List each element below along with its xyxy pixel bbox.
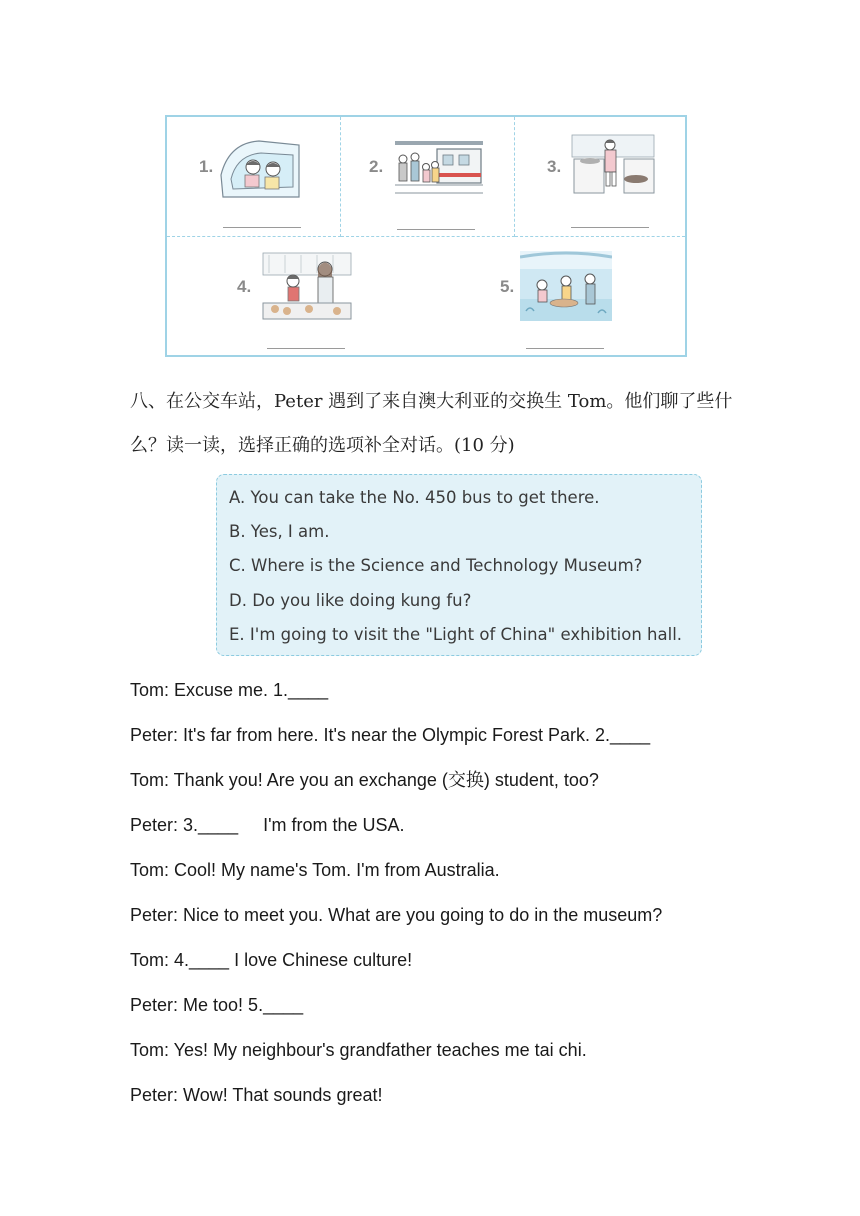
- picture-grid: [165, 115, 687, 357]
- option-d: D. Do you like doing kung fu?: [229, 590, 472, 610]
- option-b: B. Yes, I am.: [229, 522, 330, 542]
- option-e: E. I'm going to visit the "Light of China" exhibition hall.: [229, 624, 683, 644]
- answer-blank-2[interactable]: [397, 229, 475, 230]
- section-8-title: 八、在公交车站，Peter 遇到了来自澳大利亚的交换生 Tom。他们聊了些什么？读一读，选择正确的选项补全对话。(10 分): [130, 391, 733, 456]
- options-box: [216, 474, 702, 656]
- dialog-line-2: Peter: It's far from here. It's near the Olympic Forest Park. 2.____: [130, 725, 651, 745]
- answer-blank-5[interactable]: [526, 348, 604, 349]
- picture-cell-4: [167, 237, 426, 355]
- dialog-line-3: Tom: Thank you! Are you an exchange (交换) student, too?: [130, 770, 599, 790]
- picture-number: 3.: [547, 157, 562, 176]
- answer-blank-1[interactable]: [223, 227, 301, 228]
- car-scene-illustration: [219, 135, 303, 201]
- picnic-illustration: [520, 251, 612, 321]
- train-station-illustration: [393, 135, 485, 201]
- picture-cell-5: [426, 237, 685, 355]
- dialog-line-7: Tom: 4.____ I love Chinese culture!: [130, 950, 413, 970]
- picture-number: 2.: [369, 157, 384, 176]
- picture-number: 5.: [500, 277, 515, 296]
- kitchen-cooking-illustration: [570, 133, 656, 195]
- dialog: [130, 668, 830, 1118]
- answer-blank-4[interactable]: [267, 348, 345, 349]
- dialog-line-9: Tom: Yes! My neighbour's grandfather teaches me tai chi.: [130, 1040, 587, 1060]
- picture-cell-1: [167, 117, 341, 237]
- dialog-line-5: Tom: Cool! My name's Tom. I'm from Australia.: [130, 860, 500, 880]
- baking-with-mum-illustration: [261, 251, 353, 323]
- option-c: C. Where is the Science and Technology Museum?: [229, 556, 643, 576]
- dialog-line-1: Tom: Excuse me. 1.____: [130, 680, 329, 700]
- option-a: A. You can take the No. 450 bus to get there.: [229, 488, 600, 507]
- dialog-line-10: Peter: Wow! That sounds great!: [130, 1085, 383, 1105]
- picture-cell-2: [341, 117, 515, 237]
- picture-number: 1.: [199, 157, 214, 176]
- dialog-line-4: Peter: 3.____ I'm from the USA.: [130, 815, 405, 835]
- picture-cell-3: [515, 117, 685, 237]
- dialog-line-6: Peter: Nice to meet you. What are you going to do in the museum?: [130, 905, 663, 925]
- picture-number: 4.: [237, 277, 252, 296]
- answer-blank-3[interactable]: [571, 227, 649, 228]
- dialog-line-8: Peter: Me too! 5.____: [130, 995, 304, 1015]
